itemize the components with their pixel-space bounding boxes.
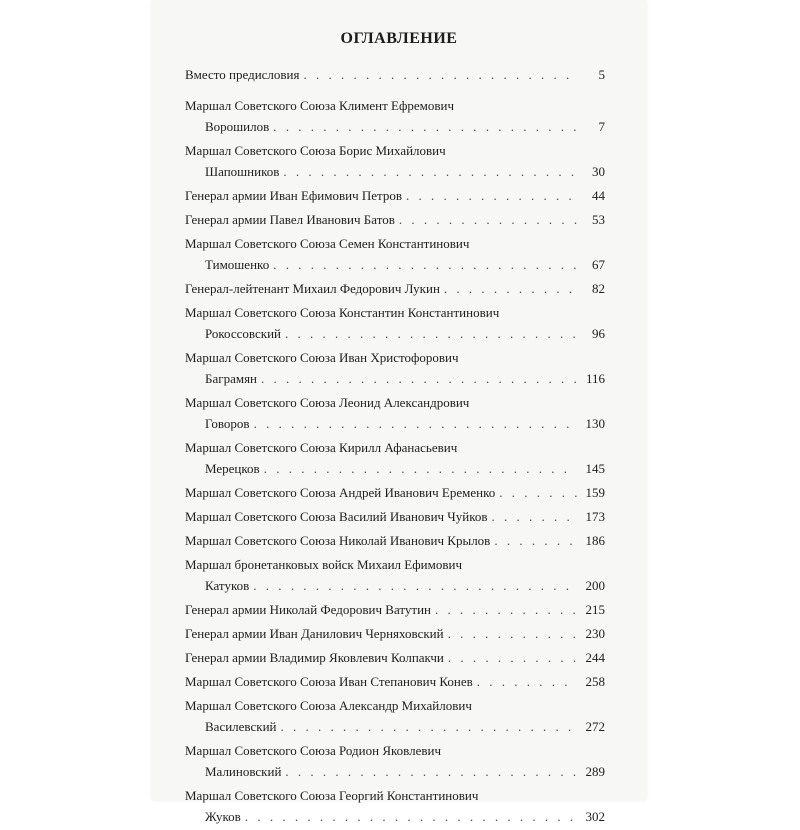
book-page <box>152 0 646 824</box>
toc-page-number: 289 <box>585 764 605 779</box>
toc-entry <box>185 185 605 206</box>
toc-entry <box>185 554 605 596</box>
toc-page-number: 44 <box>592 188 605 203</box>
toc-entry-line <box>185 347 605 368</box>
toc-entry-title: Маршал Советского Союза Кирилл Афанасьевич <box>185 440 458 455</box>
toc-entry <box>185 599 605 620</box>
toc-entry-line <box>185 95 605 116</box>
toc-entry-title: Маршал Советского Союза Леонид Александрович <box>185 395 470 410</box>
toc-entry-line <box>185 64 605 85</box>
toc-leader-dots <box>273 116 577 137</box>
toc-entry-line <box>185 161 605 182</box>
toc-entry-line <box>185 806 605 827</box>
toc-title: ОГЛАВЛЕНИЕ <box>340 30 458 47</box>
toc-entry-title: Генерал-лейтенант Михаил Федорович Лукин <box>185 281 440 296</box>
toc-entry-title: Ворошилов <box>205 119 270 134</box>
toc-leader-dots <box>499 482 577 503</box>
toc-entry-line <box>185 530 605 551</box>
toc-entry-title: Маршал Советского Союза Борис Михайлович <box>185 143 446 158</box>
toc-leader-dots <box>273 254 577 275</box>
toc-entry-title: Генерал армии Павел Иванович Батов <box>185 212 395 227</box>
toc-page-number: 302 <box>585 809 605 824</box>
toc-entry-line <box>185 278 605 299</box>
toc-page-number: 244 <box>585 650 605 665</box>
toc-entry <box>185 482 605 503</box>
toc-entry-line <box>185 116 605 137</box>
toc-page-number: 130 <box>585 416 605 431</box>
toc-leader-dots <box>283 161 577 182</box>
toc-page-number: 5 <box>598 67 605 82</box>
toc-entry-title: Генерал армии Иван Ефимович Петров <box>185 188 403 203</box>
toc-entry-title: Генерал армии Николай Федорович Ватутин <box>185 602 431 617</box>
toc-entry <box>185 785 605 827</box>
toc-entry-title: Василевский <box>205 719 277 734</box>
toc-entry <box>185 647 605 668</box>
toc-entry-line <box>185 506 605 527</box>
toc-entry <box>185 392 605 434</box>
toc-entry-line <box>185 482 605 503</box>
toc-entry <box>185 437 605 479</box>
toc-leader-dots <box>281 716 578 737</box>
toc-page-number: 272 <box>585 719 605 734</box>
toc-entry-line <box>185 458 605 479</box>
toc-entry-title: Маршал Советского Союза Семен Константинович <box>185 236 470 251</box>
table-of-contents <box>185 64 605 830</box>
toc-entry <box>185 64 605 85</box>
toc-entry <box>185 671 605 692</box>
toc-entry-line <box>185 233 605 254</box>
toc-entry <box>185 530 605 551</box>
toc-entry-line <box>185 671 605 692</box>
toc-entry <box>185 623 605 644</box>
toc-entry <box>185 95 605 137</box>
toc-entry-line <box>185 716 605 737</box>
toc-entry-line <box>185 254 605 275</box>
toc-entry-line <box>185 302 605 323</box>
toc-entry-title: Маршал Советского Союза Родион Яковлевич <box>185 743 442 758</box>
toc-entry <box>185 506 605 527</box>
toc-entry-title: Малиновский <box>205 764 282 779</box>
toc-page-number: 82 <box>592 281 605 296</box>
toc-page-number: 200 <box>585 578 605 593</box>
toc-entry-title: Маршал Советского Союза Георгий Константинович <box>185 788 479 803</box>
toc-entry <box>185 695 605 737</box>
toc-entry-title: Маршал Советского Союза Иван Христофорович <box>185 350 459 365</box>
toc-entry-line <box>185 437 605 458</box>
toc-leader-dots <box>303 64 577 85</box>
toc-entry-line <box>185 695 605 716</box>
toc-entry-line <box>185 785 605 806</box>
toc-entry-line <box>185 647 605 668</box>
toc-entry <box>185 347 605 389</box>
toc-entry-line <box>185 392 605 413</box>
toc-entry-title: Маршал Советского Союза Андрей Иванович Еременко <box>185 485 496 500</box>
toc-entry-line <box>185 185 605 206</box>
toc-entry <box>185 740 605 782</box>
toc-entry <box>185 302 605 344</box>
toc-leader-dots <box>399 209 577 230</box>
toc-entry-title: Рокоссовский <box>205 326 281 341</box>
toc-entry-title: Вместо предисловия <box>185 67 300 82</box>
toc-leader-dots <box>435 599 577 620</box>
toc-entry-line <box>185 209 605 230</box>
toc-entry-title: Маршал Советского Союза Александр Михайлович <box>185 698 472 713</box>
toc-page-number: 258 <box>585 674 605 689</box>
toc-entry <box>185 278 605 299</box>
toc-entry-line <box>185 740 605 761</box>
toc-entry-title: Тимошенко <box>205 257 270 272</box>
toc-entry-line <box>185 575 605 596</box>
toc-page-number: 116 <box>585 371 605 386</box>
toc-entry-title: Маршал Советского Союза Василий Иванович Чуйков <box>185 509 488 524</box>
toc-entry <box>185 140 605 182</box>
toc-entry-line <box>185 623 605 644</box>
toc-entry-title: Катуков <box>205 578 250 593</box>
toc-entry-title: Генерал армии Владимир Яковлевич Колпакчи <box>185 650 444 665</box>
toc-entry-line <box>185 761 605 782</box>
toc-entry <box>185 233 605 275</box>
toc-entry-title: Генерал армии Иван Данилович Черняховский <box>185 626 444 641</box>
toc-leader-dots <box>406 185 577 206</box>
toc-entry-title: Баграмян <box>205 371 257 386</box>
toc-page-number: 67 <box>592 257 605 272</box>
toc-entry-line <box>185 368 605 389</box>
toc-entry-title: Маршал Советского Союза Иван Степанович Конев <box>185 674 473 689</box>
toc-page-number: 53 <box>592 212 605 227</box>
toc-leader-dots <box>253 575 577 596</box>
toc-leader-dots <box>264 458 577 479</box>
toc-entry-title: Мерецков <box>205 461 260 476</box>
toc-leader-dots <box>492 506 577 527</box>
toc-page-number: 215 <box>585 602 605 617</box>
toc-leader-dots <box>444 278 577 299</box>
toc-entry-line <box>185 599 605 620</box>
toc-leader-dots <box>245 806 577 827</box>
toc-page-number: 230 <box>585 626 605 641</box>
toc-page-number: 96 <box>592 326 605 341</box>
toc-entry-line <box>185 413 605 434</box>
toc-page-number: 159 <box>585 485 605 500</box>
toc-page-number: 7 <box>598 119 605 134</box>
toc-leader-dots <box>448 647 577 668</box>
toc-entry <box>185 209 605 230</box>
toc-leader-dots <box>477 671 577 692</box>
toc-leader-dots <box>254 413 577 434</box>
toc-page-number: 173 <box>585 509 605 524</box>
toc-entry-line <box>185 554 605 575</box>
toc-entry-title: Говоров <box>205 416 250 431</box>
toc-page-number: 30 <box>592 164 605 179</box>
toc-entry-title: Маршал бронетанковых войск Михаил Ефимович <box>185 557 462 572</box>
toc-entry-line <box>185 323 605 344</box>
toc-entry-title: Шапошников <box>205 164 280 179</box>
toc-entry-title: Маршал Советского Союза Николай Иванович Крылов <box>185 533 491 548</box>
toc-entry-title: Жуков <box>205 809 241 824</box>
toc-leader-dots <box>494 530 577 551</box>
toc-leader-dots <box>285 761 577 782</box>
toc-entry-line <box>185 140 605 161</box>
toc-page-number: 186 <box>585 533 605 548</box>
toc-page-number: 145 <box>585 461 605 476</box>
toc-leader-dots <box>285 323 577 344</box>
toc-leader-dots <box>261 368 577 389</box>
toc-entry-title: Маршал Советского Союза Константин Константинович <box>185 305 500 320</box>
toc-leader-dots <box>448 623 577 644</box>
toc-entry-title: Маршал Советского Союза Климент Ефремович <box>185 98 455 113</box>
